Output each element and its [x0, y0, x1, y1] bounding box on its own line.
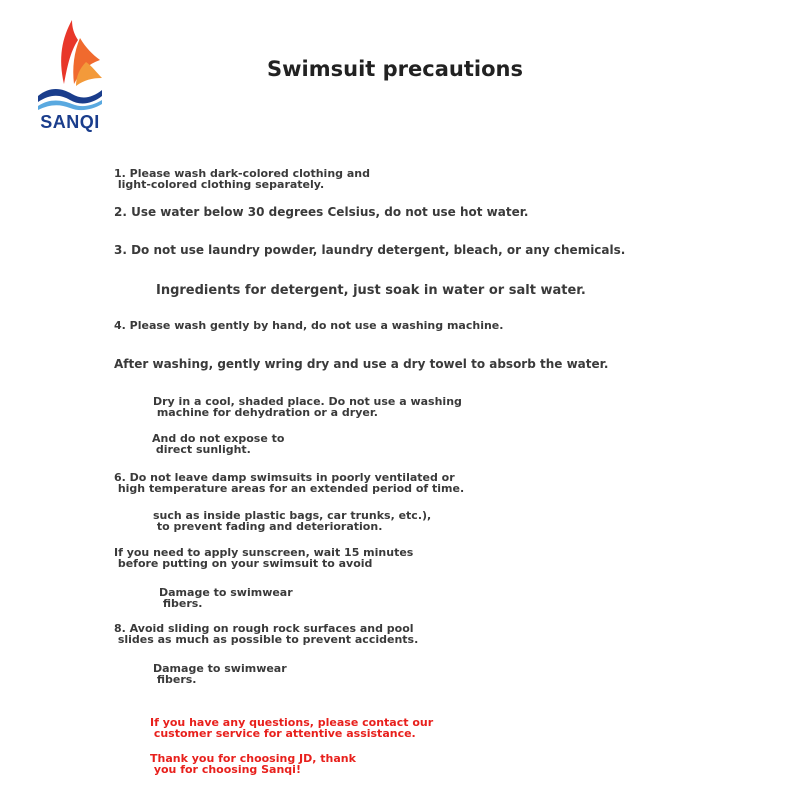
damage-note-1-line-2: fibers.: [159, 597, 203, 610]
page-title: Swimsuit precautions: [267, 57, 523, 81]
damage-note-1-line-1: Damage to swimwear: [159, 586, 293, 599]
brand-name: SANQI: [40, 112, 100, 132]
after-washing-note: After washing, gently wring dry and use a dry towel to absorb the water.: [114, 357, 609, 371]
damage-note-2-line-1: Damage to swimwear: [153, 662, 287, 675]
damage-note-2-line-2: fibers.: [153, 673, 197, 686]
instruction-6-line-1: 6. Do not leave damp swimsuits in poorly ventilated or: [114, 471, 455, 484]
thanks-note-line-2: you for choosing Sanqi!: [150, 763, 301, 776]
instruction-3: 3. Do not use laundry powder, laundry detergent, bleach, or any chemicals.: [114, 243, 626, 257]
dry-note-line-2: machine for dehydration or a dryer.: [153, 406, 378, 419]
thanks-note-line-1: Thank you for choosing JD, thank: [150, 752, 356, 765]
instruction-8-line-1: 8. Avoid sliding on rough rock surfaces and pool: [114, 622, 414, 635]
instruction-1-line-2: light-colored clothing separately.: [114, 178, 325, 191]
sunlight-note-line-2: direct sunlight.: [152, 443, 251, 456]
instruction-2: 2. Use water below 30 degrees Celsius, do not use hot water.: [114, 205, 529, 219]
storage-note-line-1: such as inside plastic bags, car trunks, etc.),: [153, 509, 432, 522]
contact-note-line-2: customer service for attentive assistance.: [150, 727, 416, 740]
detergent-note: Ingredients for detergent, just soak in water or salt water.: [156, 283, 586, 298]
instruction-8-line-2: slides as much as possible to prevent accidents.: [114, 633, 419, 646]
sunlight-note-line-1: And do not expose to: [152, 432, 285, 445]
instruction-4: 4. Please wash gently by hand, do not use a washing machine.: [114, 319, 504, 332]
dry-note-line-1: Dry in a cool, shaded place. Do not use a washing: [153, 395, 462, 408]
instruction-6-line-2: high temperature areas for an extended period of time.: [114, 482, 465, 495]
sunscreen-note-line-2: before putting on your swimsuit to avoid: [114, 557, 373, 570]
storage-note-line-2: to prevent fading and deterioration.: [153, 520, 383, 533]
instruction-1-line-1: 1. Please wash dark-colored clothing and: [114, 167, 370, 180]
sunscreen-note-line-1: If you need to apply sunscreen, wait 15 minutes: [114, 546, 414, 559]
contact-note-line-1: If you have any questions, please contact our: [150, 716, 434, 729]
